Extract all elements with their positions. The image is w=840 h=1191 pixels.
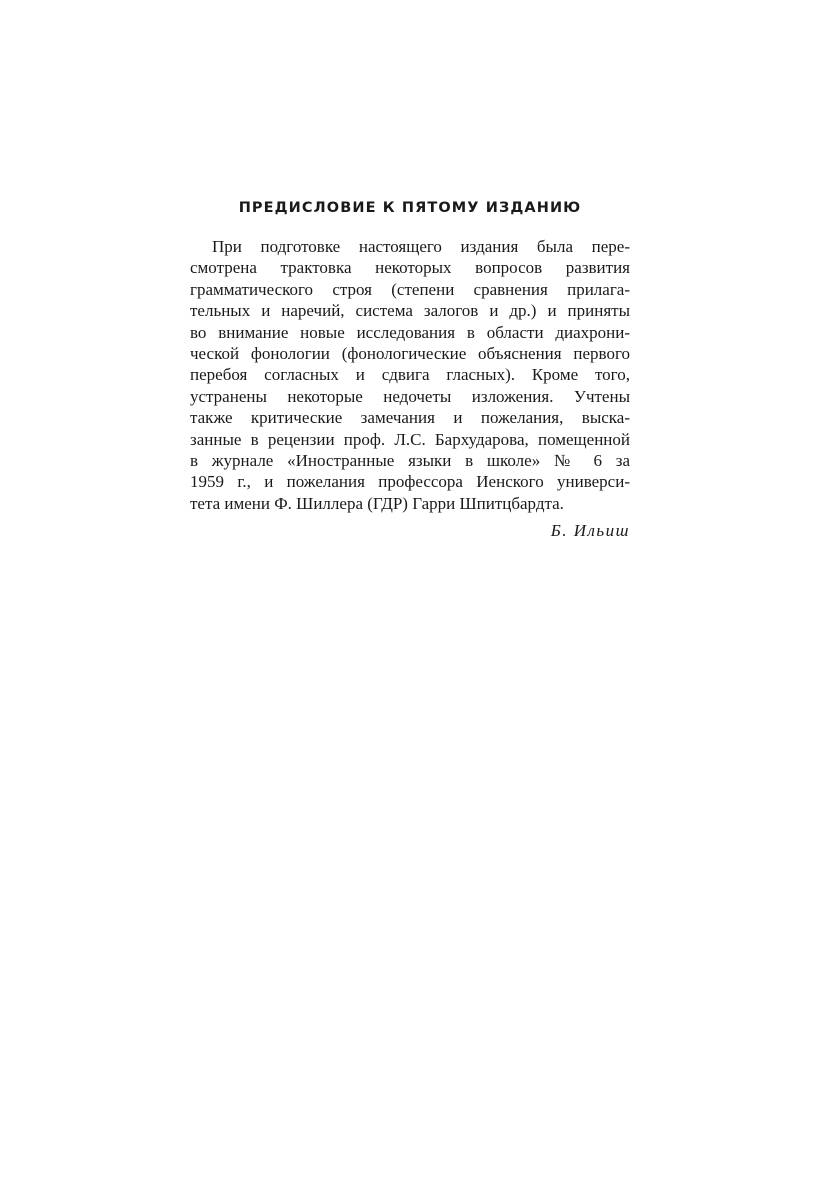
paragraph-line: во внимание новые исследования в области диахрони- bbox=[190, 322, 630, 342]
paragraph-line: в журнале «Иностранные языки в школе» № 6 за bbox=[190, 450, 630, 470]
paragraph-line: При подготовке настоящего издания была пере- bbox=[212, 237, 630, 256]
paragraph-line: тета имени Ф. Шиллера (ГДР) Гарри Шпитцбардта. bbox=[190, 493, 564, 513]
paragraph-line: тельных и наречий, система залогов и др.) и приняты bbox=[190, 301, 630, 321]
paragraph-line: 1959 г., и пожелания профессора Иенского универси- bbox=[190, 472, 630, 492]
paragraph-line: смотрена трактовка некоторых вопросов развития bbox=[190, 258, 630, 278]
paragraph-line: занные в рецензии проф. Л.С. Бархударова, помещенной bbox=[190, 429, 630, 449]
paragraph-line: грамматического строя (степени сравнения прилага- bbox=[190, 279, 630, 299]
preface-paragraph bbox=[190, 236, 630, 514]
paragraph-line: перебоя согласных и сдвига гласных). Кроме того, bbox=[190, 365, 630, 385]
paragraph-line: также критические замечания и пожелания, выска- bbox=[190, 408, 630, 428]
preface-heading: ПРЕДИСЛОВИЕ К ПЯТОМУ ИЗДАНИЮ bbox=[238, 200, 582, 216]
paragraph-line: устранены некоторые недочеты изложения. Учтены bbox=[190, 386, 630, 406]
paragraph-line: ческой фонологии (фонологические объяснения первого bbox=[190, 343, 630, 363]
author-signature: Б. Ильиш bbox=[550, 521, 630, 540]
